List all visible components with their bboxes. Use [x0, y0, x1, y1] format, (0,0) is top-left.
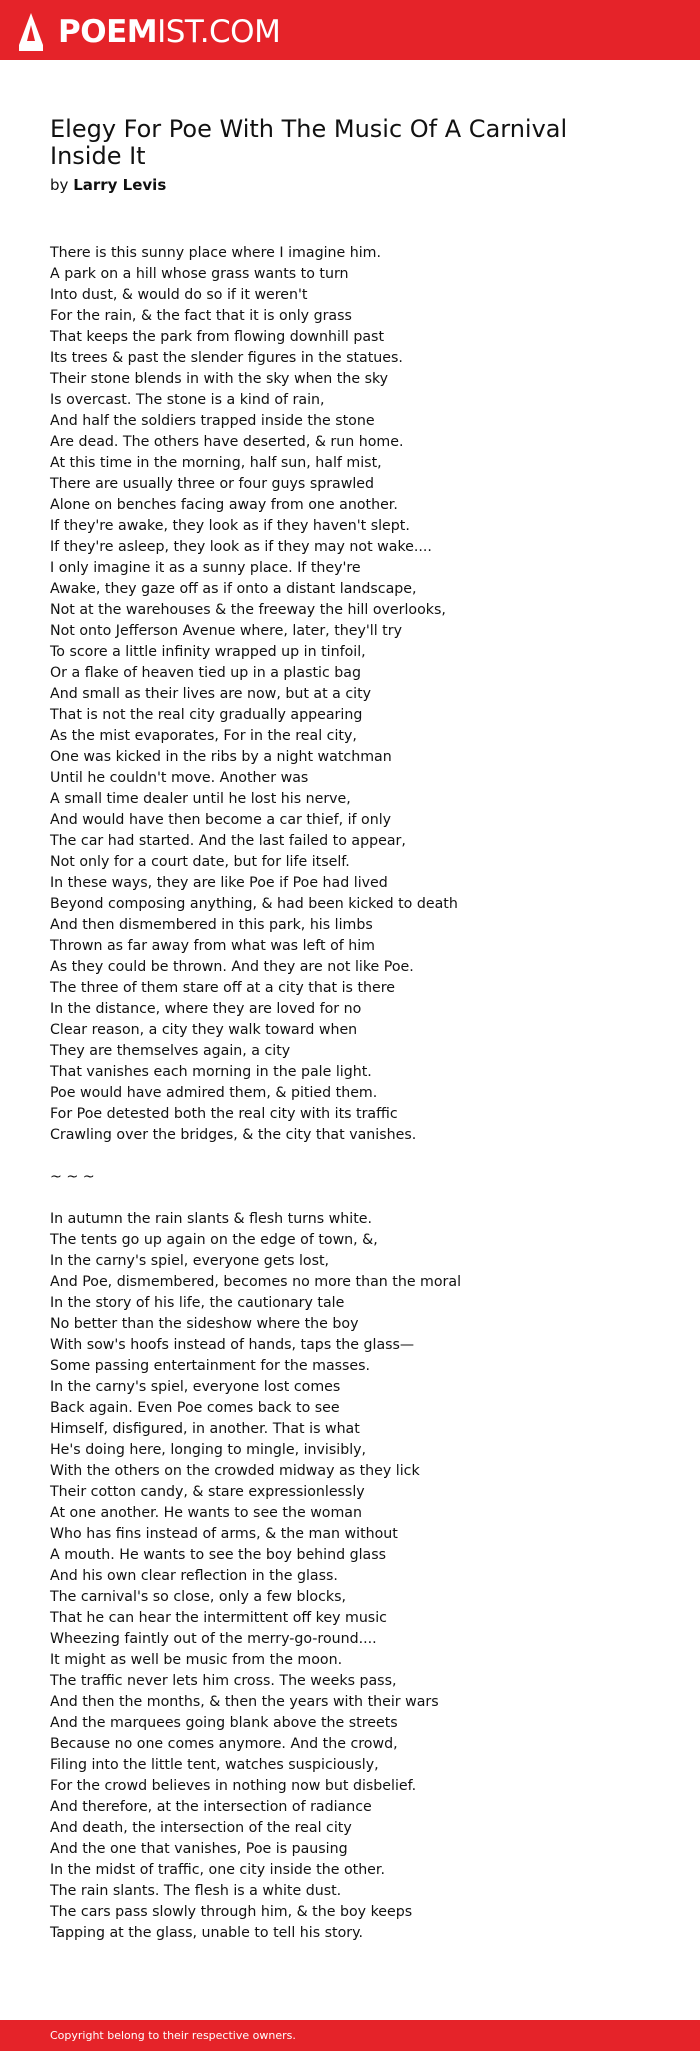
poem-line: Poe would have admired them, & pitied them.	[50, 1085, 378, 1101]
poem-line: And small as their lives are now, but at a city	[50, 686, 372, 702]
author-link[interactable]: Larry Levis	[73, 176, 167, 194]
poem-line: That he can hear the intermittent off key music	[50, 1610, 387, 1626]
poem-line: Beyond composing anything, & had been kicked to death	[50, 896, 458, 912]
poem-line: Not onto Jefferson Avenue where, later, they'll try	[50, 623, 402, 639]
poem-line: And half the soldiers trapped inside the stone	[50, 413, 375, 429]
site-footer	[0, 2020, 700, 2051]
poem-line: To score a little infinity wrapped up in tinfoil,	[50, 644, 366, 660]
poem-line: And the one that vanishes, Poe is pausing	[50, 1841, 348, 1857]
poem-title: Elegy For Poe With The Music Of A Carnival Inside It	[50, 115, 568, 170]
poem-line: That is not the real city gradually appearing	[50, 707, 363, 723]
poem-line: Who has fins instead of arms, & the man without	[50, 1526, 398, 1542]
poem-line: Are dead. The others have deserted, & run home.	[50, 434, 404, 450]
poem-line: Thrown as far away from what was left of him	[50, 938, 376, 954]
poem-line: A mouth. He wants to see the boy behind glass	[50, 1547, 387, 1563]
poem-line: And would have then become a car thief, if only	[50, 812, 392, 828]
poem-line: For the rain, & the fact that it is only grass	[50, 308, 352, 324]
poem-line: Tapping at the glass, unable to tell his story.	[50, 1925, 363, 1941]
poem-line: With the others on the crowded midway as they lick	[50, 1463, 420, 1479]
poem-line: In autumn the rain slants & flesh turns white.	[50, 1211, 372, 1227]
poem-line: Back again. Even Poe comes back to see	[50, 1400, 340, 1416]
poem-line: They are themselves again, a city	[50, 1043, 291, 1059]
poem-line: At this time in the morning, half sun, half mist,	[50, 455, 382, 471]
poem-line: If they're asleep, they look as if they may not wake....	[50, 539, 432, 555]
logo-text-bold: POEM	[58, 14, 158, 50]
poem-line: As they could be thrown. And they are not like Poe.	[50, 959, 414, 975]
poem-line: If they're awake, they look as if they haven't slept.	[50, 518, 410, 534]
poem-line: And then the months, & then the years with their wars	[50, 1694, 439, 1710]
poem-line: The carnival's so close, only a few blocks,	[50, 1589, 346, 1605]
poem-line: The traffic never lets him cross. The weeks pass,	[50, 1673, 397, 1689]
poem-line: And Poe, dismembered, becomes no more than the moral	[50, 1274, 462, 1290]
poem-line: Himself, disfigured, in another. That is what	[50, 1421, 360, 1437]
poem-line: I only imagine it as a sunny place. If they're	[50, 560, 361, 576]
poem-line: The rain slants. The flesh is a white dust.	[50, 1883, 342, 1899]
poem-line: Their cotton candy, & stare expressionlessly	[50, 1484, 365, 1500]
poem-line: No better than the sideshow where the boy	[50, 1316, 359, 1332]
poem-line: One was kicked in the ribs by a night watchman	[50, 749, 392, 765]
stanza-break	[50, 1188, 650, 1209]
poem-line: With sow's hoofs instead of hands, taps the glass—	[50, 1337, 415, 1353]
poem-line: That vanishes each morning in the pale light.	[50, 1064, 372, 1080]
poem-line: The three of them stare off at a city that is there	[50, 980, 395, 996]
poem-line: As the mist evaporates, For in the real city,	[50, 728, 357, 744]
poem-line: A park on a hill whose grass wants to turn	[50, 266, 349, 282]
site-logo-link[interactable]	[18, 12, 280, 52]
poem-line: He's doing here, longing to mingle, invisibly,	[50, 1442, 367, 1458]
poem-line: Some passing entertainment for the masses.	[50, 1358, 371, 1374]
poem-line: ~ ~ ~	[50, 1169, 95, 1185]
poem-line: Because no one comes anymore. And the crowd,	[50, 1736, 398, 1752]
poem-line: Crawling over the bridges, & the city that vanishes.	[50, 1127, 417, 1143]
site-logo-text	[58, 14, 280, 50]
poem-line: In these ways, they are like Poe if Poe had lived	[50, 875, 388, 891]
poem-line: And death, the intersection of the real city	[50, 1820, 352, 1836]
byline	[50, 174, 610, 196]
poem-line: Its trees & past the slender figures in the statues.	[50, 350, 403, 366]
poem-line: For the crowd believes in nothing now but disbelief.	[50, 1778, 417, 1794]
poem-line: For Poe detested both the real city with its traffic	[50, 1106, 398, 1122]
poem-line: The car had started. And the last failed to appear,	[50, 833, 406, 849]
poem-line: There are usually three or four guys sprawled	[50, 476, 375, 492]
poem-line: The tents go up again on the edge of town, &,	[50, 1232, 378, 1248]
poem-line: And then dismembered in this park, his limbs	[50, 917, 373, 933]
poem-line: Or a flake of heaven tied up in a plastic bag	[50, 665, 361, 681]
poem-line: Not at the warehouses & the freeway the hill overlooks,	[50, 602, 446, 618]
poem-line: That keeps the park from flowing downhill past	[50, 329, 385, 345]
logo-text-light: IST.COM	[157, 14, 281, 50]
poem-line: And his own clear reflection in the glass.	[50, 1568, 338, 1584]
poem-line: In the carny's spiel, everyone gets lost,	[50, 1253, 330, 1269]
poem-line: Clear reason, a city they walk toward when	[50, 1022, 358, 1038]
stanza-break	[50, 1146, 650, 1167]
poem-line: Wheezing faintly out of the merry-go-round....	[50, 1631, 377, 1647]
poem-line: In the story of his life, the cautionary tale	[50, 1295, 345, 1311]
poem-body	[50, 243, 650, 1944]
site-header	[0, 0, 700, 60]
byline-prefix: by	[50, 176, 69, 194]
poem-line: Is overcast. The stone is a kind of rain,	[50, 392, 325, 408]
poem-line: Awake, they gaze off as if onto a distant landscape,	[50, 581, 417, 597]
poem-line: Alone on benches facing away from one another.	[50, 497, 398, 513]
footer-copyright: Copyright belong to their respective owners.	[50, 2029, 296, 2042]
poem-line: Their stone blends in with the sky when the sky	[50, 371, 389, 387]
poem-line: Not only for a court date, but for life itself.	[50, 854, 350, 870]
poem-line: Until he couldn't move. Another was	[50, 770, 309, 786]
poem-line: Filing into the little tent, watches suspiciously,	[50, 1757, 379, 1773]
poem-line: In the carny's spiel, everyone lost comes	[50, 1379, 341, 1395]
poem-line: And the marquees going blank above the streets	[50, 1715, 398, 1731]
poem-line: A small time dealer until he lost his nerve,	[50, 791, 351, 807]
poem-line: It might as well be music from the moon.	[50, 1652, 343, 1668]
poem-line: In the midst of traffic, one city inside the other.	[50, 1862, 385, 1878]
poem-line: In the distance, where they are loved for no	[50, 1001, 362, 1017]
poem-line: The cars pass slowly through him, & the boy keeps	[50, 1904, 413, 1920]
poem-line: And therefore, at the intersection of radiance	[50, 1799, 372, 1815]
poem-line: There is this sunny place where I imagine him.	[50, 245, 382, 261]
poem-line: Into dust, & would do so if it weren't	[50, 287, 308, 303]
pencil-logo-icon	[18, 12, 44, 52]
poem-line: At one another. He wants to see the woman	[50, 1505, 362, 1521]
poem-header	[50, 116, 610, 196]
